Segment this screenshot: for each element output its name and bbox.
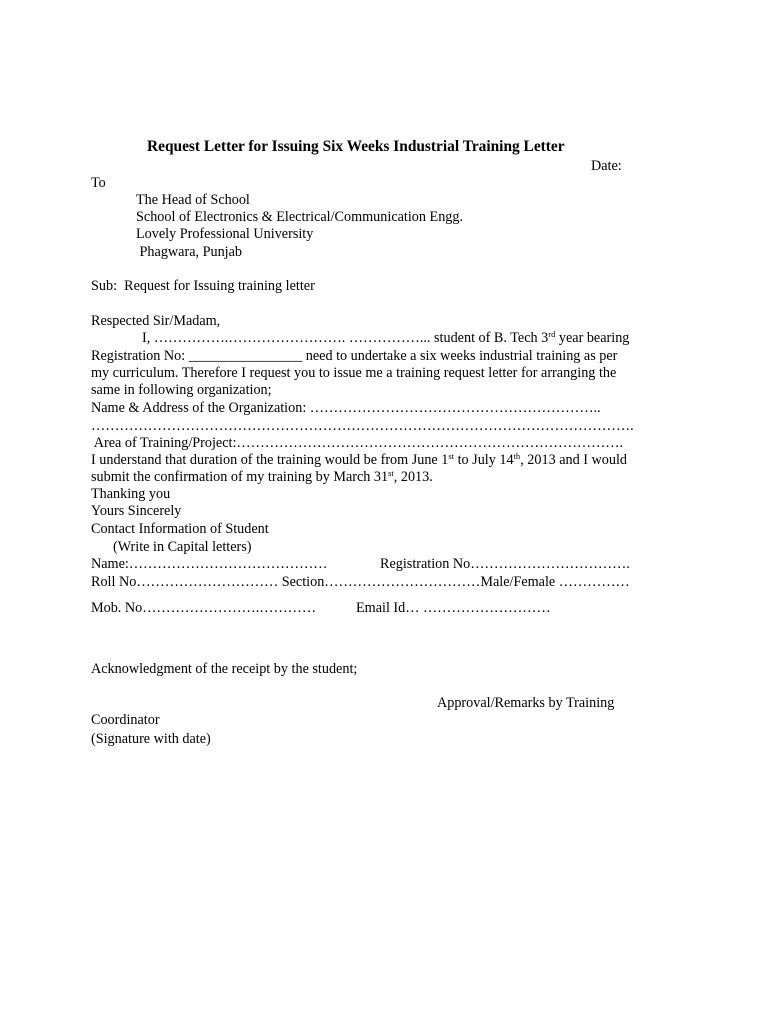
duration-line [91, 452, 627, 469]
coordinator-line: Coordinator [91, 712, 160, 728]
salutation: Respected Sir/Madam, [91, 313, 221, 329]
email-field: Email Id… ……………………… [356, 600, 551, 616]
registration-field: Registration No……………………………. [380, 556, 630, 572]
contact-heading: Contact Information of Student [91, 521, 269, 537]
address-line-3: Lovely Professional University [136, 226, 314, 242]
address-line-1: The Head of School [136, 192, 250, 208]
confirmation-line [91, 469, 433, 486]
thanking-line: Thanking you [91, 486, 171, 502]
confirmation-text-b: , 2013. [393, 469, 433, 485]
letter-title: Request Letter for Issuing Six Weeks Industrial Training Letter [147, 138, 565, 155]
organization-field-continued: ……………………………………………………………………………………………………. [91, 418, 634, 434]
confirmation-sup: st [388, 468, 394, 478]
organization-field: Name & Address of the Organization: …………………………………………………….. [91, 400, 601, 416]
roll-section-gender-row: Roll No………………………… Section……………………………Male/Female …………… [91, 574, 630, 590]
address-line-2: School of Electronics & Electrical/Communication Engg. [136, 209, 464, 225]
confirmation-text-a: submit the confirmation of my training by March 31 [91, 469, 389, 485]
to-label: To [91, 175, 106, 191]
approval-line: Approval/Remarks by Training [437, 695, 615, 711]
duration-text-c: , 2013 and I would [520, 452, 627, 468]
subject-line: Sub: Request for Issuing training letter [91, 278, 315, 294]
acknowledgment-line: Acknowledgment of the receipt by the student; [91, 661, 358, 677]
name-field: Name:…………………………………… [91, 556, 328, 572]
body-line-2: Registration No: ________________ need to undertake a six weeks industrial training as per [91, 348, 618, 364]
training-area-field: Area of Training/Project:………………………………………………………………………. [91, 435, 624, 451]
body-line-1 [142, 330, 629, 347]
date-label: Date: [591, 158, 622, 174]
capital-letters-note: (Write in Capital letters) [113, 539, 252, 555]
duration-sup-1: st [448, 451, 455, 461]
duration-sup-2: th [513, 451, 521, 461]
body-line-3: my curriculum. Therefore I request you to issue me a training request letter for arranging the [91, 365, 617, 381]
body-line-4: same in following organization; [91, 382, 272, 398]
signature-line: (Signature with date) [91, 731, 211, 747]
body-line-1-suffix: year bearing [555, 330, 630, 346]
address-line-4: Phagwara, Punjab [136, 244, 242, 260]
body-line-1-prefix: I, …………….……………………. ……………... student of B. Tech 3 [142, 330, 549, 346]
body-line-1-sup: rd [548, 329, 556, 339]
sincerely-line: Yours Sincerely [91, 503, 182, 519]
mobile-field: Mob. No…………………….………… [91, 600, 317, 616]
duration-text-b: to July 14 [454, 452, 514, 468]
duration-text-a: I understand that duration of the training would be from June 1 [91, 452, 449, 468]
